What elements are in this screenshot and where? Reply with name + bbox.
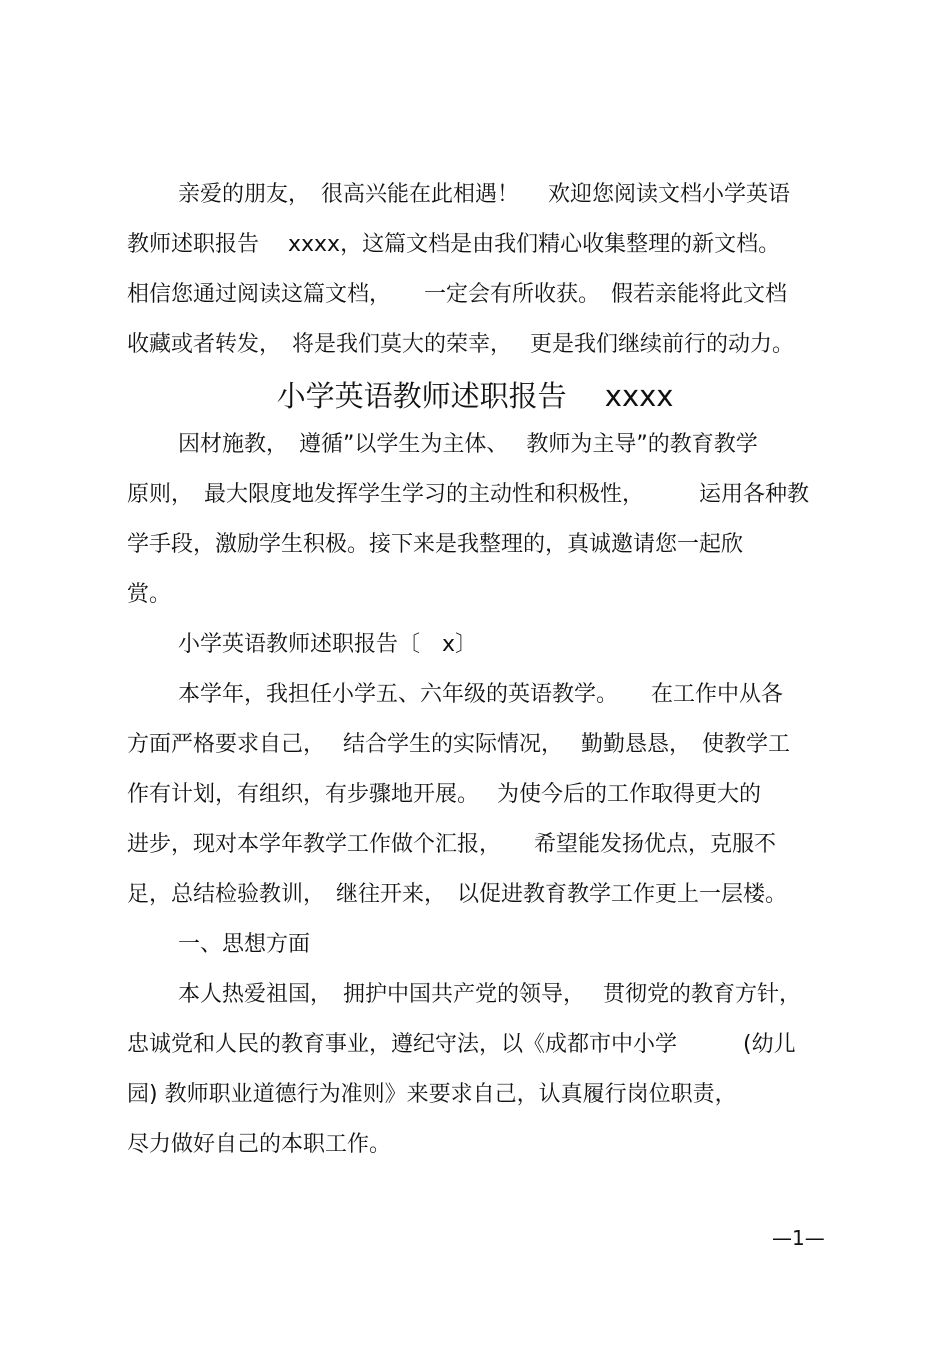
body-line: 足，总结检验教训， 继往开来， 以促进教育教学工作更上一层楼。 — [127, 882, 788, 907]
intro-line: 教师述职报告 xxxx，这篇文档是由我们精心收集整理的新文档。 — [127, 232, 781, 257]
body-line: 园) 教师职业道德行为准则》来要求自己，认真履行岗位职责， — [127, 1082, 737, 1107]
body-line: 方面严格要求自己， 结合学生的实际情况， 勤勤恳恳， 使教学工 — [127, 732, 790, 757]
subheading: 一、思想方面 — [178, 932, 311, 957]
body-line: 本学年，我担任小学五、六年级的英语教学。 在工作中从各 — [178, 682, 784, 707]
lead-line: 学手段，激励学生积极。接下来是我整理的，真诚邀请您一起欣 — [127, 532, 744, 557]
section-heading: 小学英语教师述职报告〔 x〕 — [178, 632, 478, 657]
lead-line: 原则， 最大限度地发挥学生学习的主动性和积极性， 运用各种教 — [127, 482, 810, 507]
intro-line: 亲爱的朋友， 很高兴能在此相遇！ 欢迎您阅读文档小学英语 — [178, 182, 790, 207]
body-line: 作有计划，有组织，有步骤地开展。 为使今后的工作取得更大的 — [127, 782, 761, 807]
intro-line: 收藏或者转发， 将是我们莫大的荣幸， 更是我们继续前行的动力。 — [127, 332, 794, 357]
document-title: 小学英语教师述职报告 xxxx — [276, 379, 674, 413]
lead-line: 因材施教， 遵循”以学生为主体、 教师为主导”的教育教学 — [178, 432, 758, 457]
body-line: 进步，现对本学年教学工作做个汇报， 希望能发扬优点，克服不 — [127, 832, 777, 857]
lead-line: 赏。 — [127, 582, 172, 607]
intro-line: 相信您通过阅读这篇文档， 一定会有所收获。 假若亲能将此文档 — [127, 282, 788, 307]
body-line: 忠诚党和人民的教育事业，遵纪守法，以《成都市中小学 (幼儿 — [127, 1032, 796, 1057]
page-number: —1— — [772, 1226, 825, 1250]
body-line: 尽力做好自己的本职工作。 — [127, 1132, 392, 1157]
body-line: 本人热爱祖国， 拥护中国共产党的领导， 贯彻党的教育方针， — [178, 982, 801, 1007]
